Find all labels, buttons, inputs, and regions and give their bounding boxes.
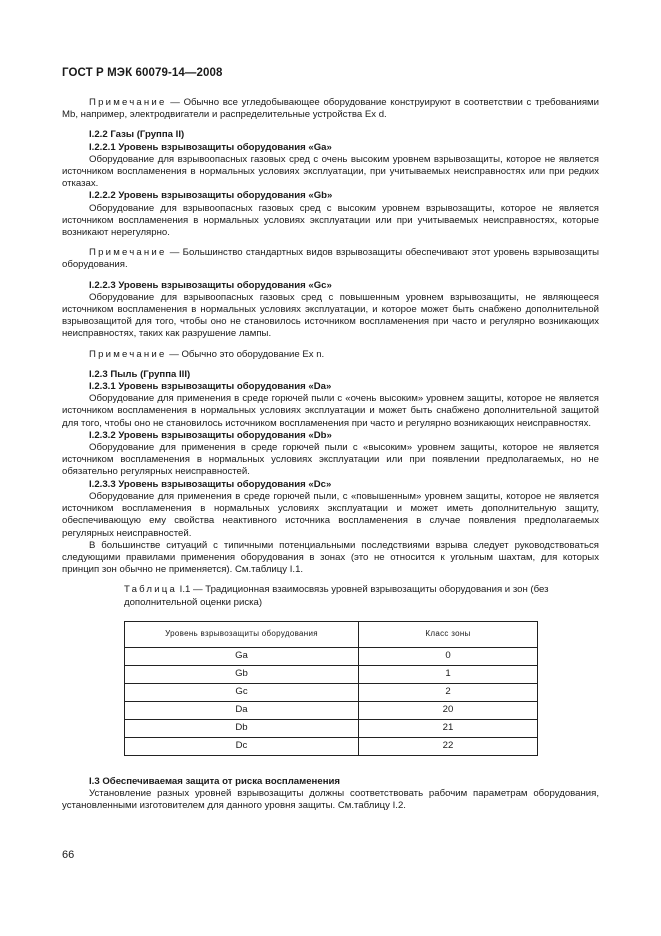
heading-i-2-2: I.2.2 Газы (Группа II): [89, 129, 185, 141]
paragraph-i-2-2-2: Оборудование для взрывоопасных газовых сред с высоким уровнем взрывозащиты, которое не является источником воспламенения в нормальных условиях эксплуатации или при учитываемых неисправностях, которые возникают нерегулярно.: [62, 202, 599, 239]
heading-i-2-2-1: I.2.2.1 Уровень взрывозащиты оборудования «Ga»: [89, 141, 332, 153]
table-cell-level: Gb: [125, 665, 359, 683]
document-header: ГОСТ Р МЭК 60079-14—2008: [62, 67, 223, 79]
table-row: [125, 701, 538, 719]
table-cell-level: Db: [125, 719, 359, 737]
table-caption: [124, 584, 554, 608]
paragraph-i-2-3-3: Оборудование для применения в среде горючей пыли, с «повышенным» уровнем защиты, которое не является источником воспламенения в нормальных условиях эксплуатации и может иметь дополнительную защиту, обеспечивающую ему свойства неактивного источника воспламенения в случае появления предполагаемых регулярных неисправностей.: [62, 490, 599, 539]
document-body: [62, 97, 599, 812]
table-caption-lead: Таблица: [124, 584, 178, 596]
note-lead: Примечание: [89, 247, 167, 259]
table-cell-zone: 0: [359, 647, 538, 665]
page-number: 66: [62, 849, 75, 861]
table-cell-level: Dc: [125, 737, 359, 755]
table-cell-level: Gc: [125, 683, 359, 701]
table-cell-zone: 1: [359, 665, 538, 683]
note-text: — Обычно все угледобывающее оборудование конструируют в соответствии с требованиями Mb, например, электродвигатели и распределительные устройства Ex d.: [62, 97, 599, 121]
note-lead: Примечание: [89, 348, 167, 360]
table-header-cell: Уровень взрывозащиты оборудования: [125, 621, 359, 647]
table-cell-zone: 2: [359, 683, 538, 701]
table-row: [125, 665, 538, 683]
note-text: — Обычно это оборудование Ex n.: [166, 348, 325, 360]
table-header-row: [125, 621, 538, 647]
table-caption-text: I.1 — Традиционная взаимосвязь уровней взрывозащиты оборудования и зон (без дополнительной оценки риска): [124, 584, 549, 608]
table-header-cell: Класс зоны: [359, 621, 538, 647]
heading-i-2-2-3: I.2.2.3 Уровень взрывозащиты оборудования «Gc»: [89, 279, 332, 291]
note-1: [62, 97, 599, 121]
note-2: [62, 247, 599, 271]
heading-i-2-2-2: I.2.2.2 Уровень взрывозащиты оборудования «Gb»: [89, 190, 333, 202]
paragraph-i-2-2-3: Оборудование для взрывоопасных газовых сред с повышенным уровнем взрывозащиты, не являющееся источником воспламенения в нормальных условиях эксплуатации, и которое может быть снабжено дополнительной взрывозащитой для того, чтобы оно не становилось источником воспламенения при часто и регулярно возникающих неисправностях, таких как разрушение лампы.: [62, 291, 599, 340]
heading-i-2-3: I.2.3 Пыль (Группа III): [89, 368, 191, 380]
paragraph-i-2-3-1: Оборудование для применения в среде горючей пыли с «очень высоким» уровнем защиты, которое не является источником воспламенения в нормальных условиях эксплуатации и может быть снабжено дополнительной защитой для того, чтобы оно не становилось источником воспламенения при часто и регулярно возникающих неисправностях.: [62, 393, 599, 429]
table-row: [125, 737, 538, 755]
paragraph-i-2-3-2: Оборудование для применения в среде горючей пыли с «высоким» уровнем защиты, которое не является источником воспламенения в нормальных условиях эксплуатации или при появлении предполагаемых, но не обязательно регулярных неисправностей.: [62, 442, 599, 478]
note-text: — Большинство стандартных видов взрывозащиты обеспечивают этот уровень взрывозащиты оборудования.: [62, 247, 599, 271]
paragraph-general: В большинстве ситуаций с типичными потенциальными последствиями взрыва следует руководствоваться следующими правилами применения оборудования в зонах (это не относится к угольным шахтам, для которых принцип зон обычно не применяется). См.таблицу I.1.: [62, 539, 599, 576]
table-row: [125, 719, 538, 737]
heading-i-2-3-1: I.2.3.1 Уровень взрывозащиты оборудования «Da»: [89, 381, 332, 393]
table-row: [125, 683, 538, 701]
note-lead: Примечание: [89, 97, 167, 108]
table-cell-level: Ga: [125, 647, 359, 665]
table-cell-level: Da: [125, 701, 359, 719]
zone-table: [124, 621, 538, 756]
paragraph-i-3: Установление разных уровней взрывозащиты должны соответствовать рабочим параметрам оборудования, установленными изготовителем для данного уровня защиты. См.таблицу I.2.: [62, 787, 599, 812]
paragraph-i-2-2-1: Оборудование для взрывоопасных газовых сред с очень высоким уровнем взрывозащиты, которое не является источником воспламенения в нормальных условиях эксплуатации, при учитываемых неисправностях или при редких отказах.: [62, 153, 599, 190]
table-cell-zone: 21: [359, 719, 538, 737]
heading-i-3: I.3 Обеспечиваемая защита от риска воспламенения: [89, 775, 340, 787]
table-cell-zone: 22: [359, 737, 538, 755]
table-cell-zone: 20: [359, 701, 538, 719]
heading-i-2-3-2: I.2.3.2 Уровень взрывозащиты оборудования «Db»: [89, 429, 332, 441]
heading-i-2-3-3: I.2.3.3 Уровень взрывозащиты оборудования «Dc»: [89, 478, 332, 490]
table-row: [125, 647, 538, 665]
note-3: [62, 349, 599, 361]
